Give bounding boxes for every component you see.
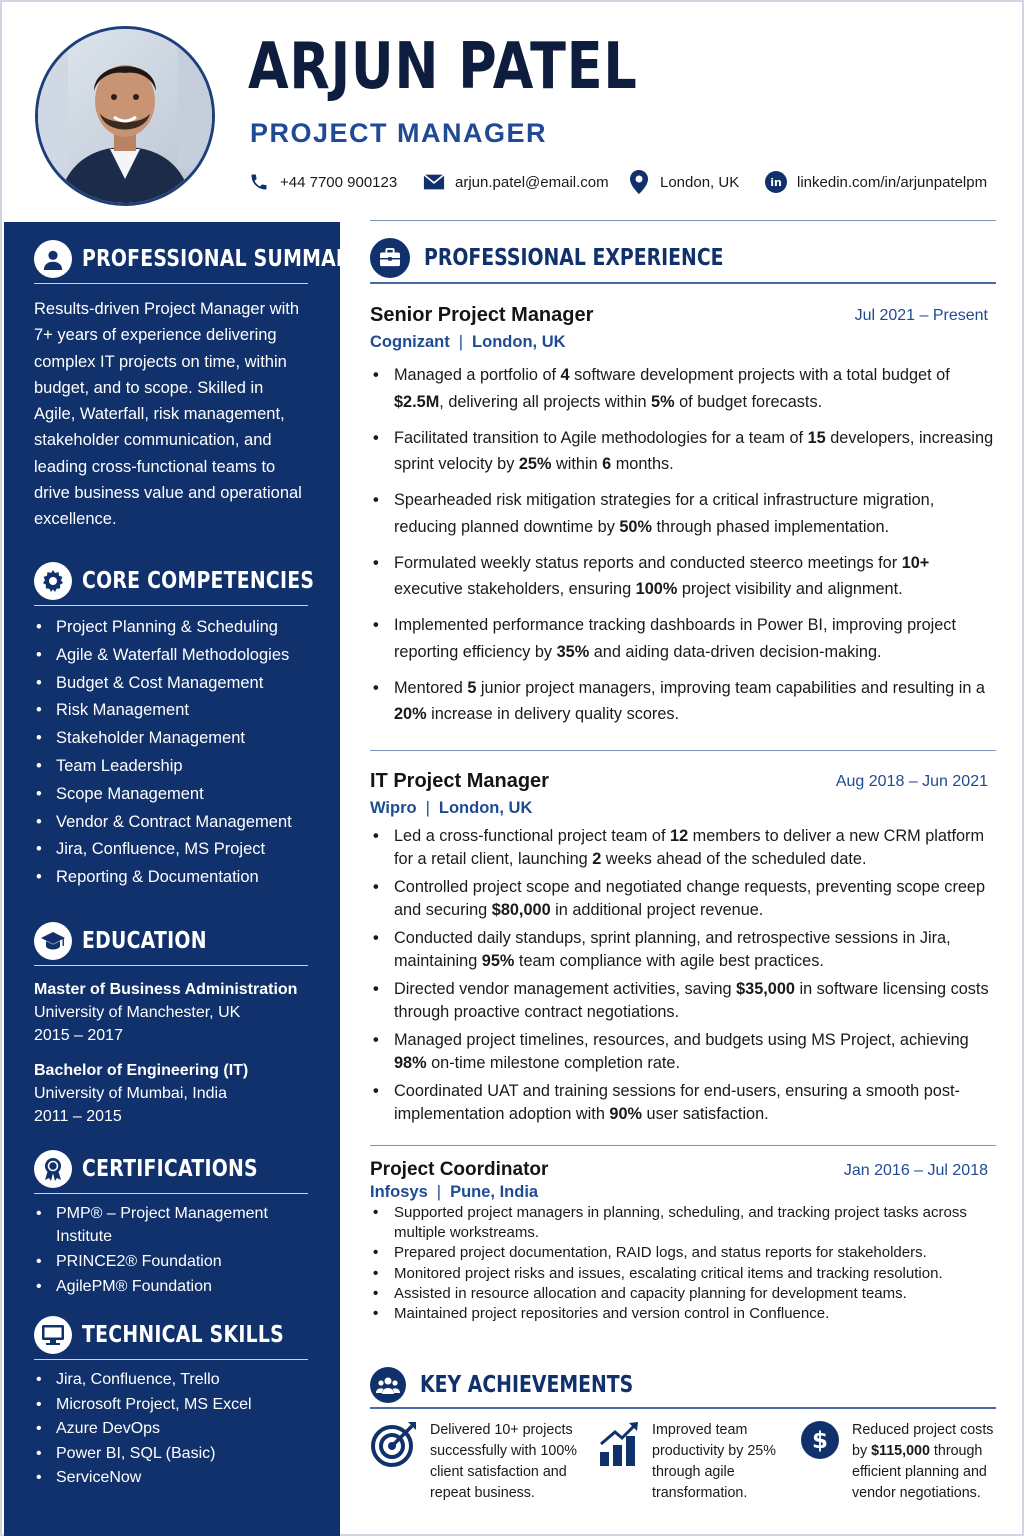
divider	[370, 750, 996, 751]
education-list	[34, 978, 308, 1128]
list-item: • Controlled project scope and negotiated change requests, preventing scope creep and securing $80,000 in additional project revenue.	[370, 876, 996, 922]
job-title: PROJECT MANAGER	[250, 118, 548, 148]
list-item: • Power BI, SQL (Basic)	[34, 1442, 308, 1467]
experience-title: PROFESSIONAL EXPERIENCE	[424, 245, 724, 271]
list-item: • Budget & Cost Management	[34, 670, 308, 698]
sidebar	[4, 222, 364, 1536]
degree-years: 2015 – 2017	[34, 1027, 123, 1044]
contact-location-text: London, UK	[660, 173, 740, 191]
job-bullets	[370, 362, 996, 728]
list-item: • Spearheaded risk mitigation strategies for a critical infrastructure migration, reducing planned downtime by 50% through phased implementation.	[370, 487, 996, 540]
list-item: • Project Planning & Scheduling	[34, 614, 308, 642]
phone-icon	[248, 171, 270, 193]
list-item: • Agile & Waterfall Methodologies	[34, 642, 308, 670]
summary-title: PROFESSIONAL SUMMARY	[82, 245, 364, 272]
contact-linkedin-text: linkedin.com/in/arjunpatelpm	[797, 173, 988, 191]
avatar	[35, 26, 215, 206]
list-item: • Jira, Confluence, Trello	[34, 1368, 308, 1393]
certifications-list	[34, 1202, 308, 1298]
list-item: • Microsoft Project, MS Excel	[34, 1393, 308, 1418]
company-name: Infosys	[370, 1183, 428, 1201]
monitor-icon	[34, 1316, 72, 1354]
graduation-cap-icon	[34, 922, 72, 960]
technical-title: TECHNICAL SKILLS	[82, 1321, 284, 1348]
list-item: • Managed project timelines, resources, and budgets using MS Project, achieving 98% on-time milestone completion rate.	[370, 1029, 996, 1075]
list-item: • Managed a portfolio of 4 software development projects with a total budget of $2.5M, delivering all projects within 5% of budget forecasts.	[370, 362, 996, 415]
job-dates: Aug 2018 – Jun 2021	[835, 773, 988, 790]
technical-list	[34, 1368, 308, 1491]
job-company: Wipro | London, UK	[370, 799, 533, 817]
education-title: EDUCATION	[82, 927, 207, 954]
divider	[370, 282, 996, 284]
competencies-list	[34, 614, 308, 892]
contact-email[interactable]	[423, 168, 609, 196]
contact-email-text: arjun.patel@email.com	[455, 173, 609, 191]
achievement-item	[598, 1420, 788, 1504]
company-location: London, UK	[472, 333, 566, 351]
job-entry	[370, 304, 996, 737]
contact-phone[interactable]	[248, 168, 397, 196]
contact-linkedin[interactable]	[765, 168, 987, 196]
award-ribbon-icon	[34, 1150, 72, 1188]
header	[2, 2, 1022, 222]
list-item: • Facilitated transition to Agile methodologies for a team of 15 developers, increasing sprint velocity by 25% within 6 months.	[370, 425, 996, 478]
achievements-heading	[370, 1367, 996, 1403]
job-company: Cognizant | London, UK	[370, 333, 566, 351]
contact-location	[628, 168, 739, 196]
divider	[370, 220, 996, 221]
achievement-item	[800, 1420, 996, 1504]
technical-heading	[34, 1316, 308, 1360]
summary-text: Results-driven Project Manager with 7+ years of experience delivering complex IT projects on time, within budget, and to scope. Skilled in Agile, Waterfall, risk management, stakeholder communication, and leading cross-functional teams to drive business value and operational excellence.	[34, 300, 302, 529]
summary-section	[34, 240, 364, 533]
company-location: London, UK	[438, 799, 533, 817]
list-item: • Prepared project documentation, RAID logs, and status reports for stakeholders.	[370, 1243, 996, 1263]
company-location: Pune, India	[450, 1183, 539, 1201]
job-position: IT Project Manager	[370, 770, 549, 792]
person-icon	[34, 240, 72, 278]
achievements-title: KEY ACHIEVEMENTS	[420, 1372, 634, 1398]
achievements-row	[370, 1420, 996, 1520]
list-item: • Led a cross-functional project team of 12 members to deliver a new CRM platform for a retail client, launching 2 weeks ahead of the scheduled date.	[370, 825, 996, 871]
company-name: Wipro	[370, 799, 417, 817]
target-icon	[370, 1420, 418, 1473]
list-item: • Risk Management	[34, 697, 308, 725]
contact-phone-text: +44 7700 900123	[280, 173, 398, 191]
education-heading	[34, 922, 308, 966]
briefcase-icon	[370, 238, 410, 278]
list-item: • PMP® – Project Management Institute	[34, 1202, 308, 1248]
list-item: • Implemented performance tracking dashboards in Power BI, improving project reporting efficiency by 35% and aiding data-driven decision-making.	[370, 612, 996, 665]
profile-photo	[38, 29, 212, 203]
divider	[370, 1145, 996, 1146]
dollar-icon	[800, 1420, 840, 1465]
job-dates: Jan 2016 – Jul 2018	[843, 1162, 988, 1179]
degree-years: 2011 – 2015	[34, 1108, 122, 1125]
technical-section	[34, 1316, 308, 1491]
degree-school: University of Manchester, UK	[34, 1004, 241, 1021]
list-item: • Supported project managers in planning, scheduling, and tracking project tasks across multiple workstreams.	[370, 1203, 996, 1243]
contact-bar	[248, 168, 1008, 196]
team-icon	[370, 1367, 406, 1403]
list-item: • Maintained project repositories and version control in Confluence.	[370, 1304, 996, 1324]
company-name: Cognizant	[370, 333, 450, 351]
competencies-heading	[34, 562, 315, 606]
list-item: • Reporting & Documentation	[34, 864, 308, 892]
job-bullets	[370, 825, 996, 1126]
achievement-item	[370, 1420, 580, 1504]
divider	[370, 1407, 996, 1409]
education-section	[34, 922, 308, 1128]
growth-chart-icon	[598, 1420, 640, 1473]
list-item: • Team Leadership	[34, 753, 308, 781]
list-item: • Vendor & Contract Management	[34, 809, 308, 837]
summary-heading	[34, 240, 364, 284]
achievement-text: Reduced project costs by $115,000 through efficient planning and vendor negotiations.	[852, 1422, 994, 1501]
job-entry	[370, 1159, 996, 1324]
list-item: • Mentored 5 junior project managers, improving team capabilities and resulting in a 20% increase in delivery quality scores.	[370, 675, 996, 728]
achievement-text: Delivered 10+ projects successfully with 100% client satisfaction and repeat business.	[430, 1422, 578, 1501]
job-position: Project Coordinator	[370, 1159, 549, 1180]
degree-title: Bachelor of Engineering (IT)	[34, 1062, 249, 1079]
job-entry	[370, 770, 996, 1131]
experience-heading	[370, 238, 996, 278]
degree-school: University of Mumbai, India	[34, 1085, 227, 1102]
competencies-section	[34, 562, 315, 892]
list-item: • Assisted in resource allocation and capacity planning for development teams.	[370, 1284, 996, 1304]
certifications-section	[34, 1150, 308, 1300]
competencies-title: CORE COMPETENCIES	[82, 567, 315, 594]
location-icon	[628, 171, 650, 193]
list-item: • Jira, Confluence, MS Project	[34, 836, 308, 864]
certifications-heading	[34, 1150, 308, 1194]
list-item: • Formulated weekly status reports and conducted steerco meetings for 10+ executive stakeholders, ensuring 100% project visibility and alignment.	[370, 550, 996, 603]
job-company: Infosys | Pune, India	[370, 1183, 539, 1201]
list-item: • Directed vendor management activities, saving $35,000 in software licensing costs through proactive contract negotiations.	[370, 978, 996, 1024]
list-item: • AgilePM® Foundation	[34, 1275, 308, 1298]
list-item: • Coordinated UAT and training sessions for end-users, ensuring a smooth post-implementation adoption with 90% user satisfaction.	[370, 1080, 996, 1126]
list-item: • ServiceNow	[34, 1466, 308, 1491]
job-position: Senior Project Manager	[370, 304, 594, 326]
linkedin-icon	[765, 171, 787, 193]
degree-title: Master of Business Administration	[34, 981, 298, 998]
gear-icon	[34, 562, 72, 600]
job-bullets	[370, 1203, 996, 1324]
list-item: • Conducted daily standups, sprint planning, and retrospective sessions in Jira, maintaining 95% team compliance with agile best practices.	[370, 927, 996, 973]
candidate-name: ARJUN PATEL	[248, 30, 638, 104]
certifications-title: CERTIFICATIONS	[82, 1155, 258, 1182]
list-item: • PRINCE2® Foundation	[34, 1250, 308, 1273]
job-dates: Jul 2021 – Present	[854, 307, 988, 324]
list-item: • Azure DevOps	[34, 1417, 308, 1442]
list-item: • Stakeholder Management	[34, 725, 308, 753]
list-item: • Scope Management	[34, 781, 308, 809]
list-item: • Monitored project risks and issues, escalating critical items and tracking resolution.	[370, 1264, 996, 1284]
email-icon	[423, 171, 445, 193]
achievement-text: Improved team productivity by 25% through agile transformation.	[652, 1422, 776, 1501]
svg-text:$: $	[811, 1428, 829, 1454]
svg-text:in: in	[770, 176, 782, 190]
